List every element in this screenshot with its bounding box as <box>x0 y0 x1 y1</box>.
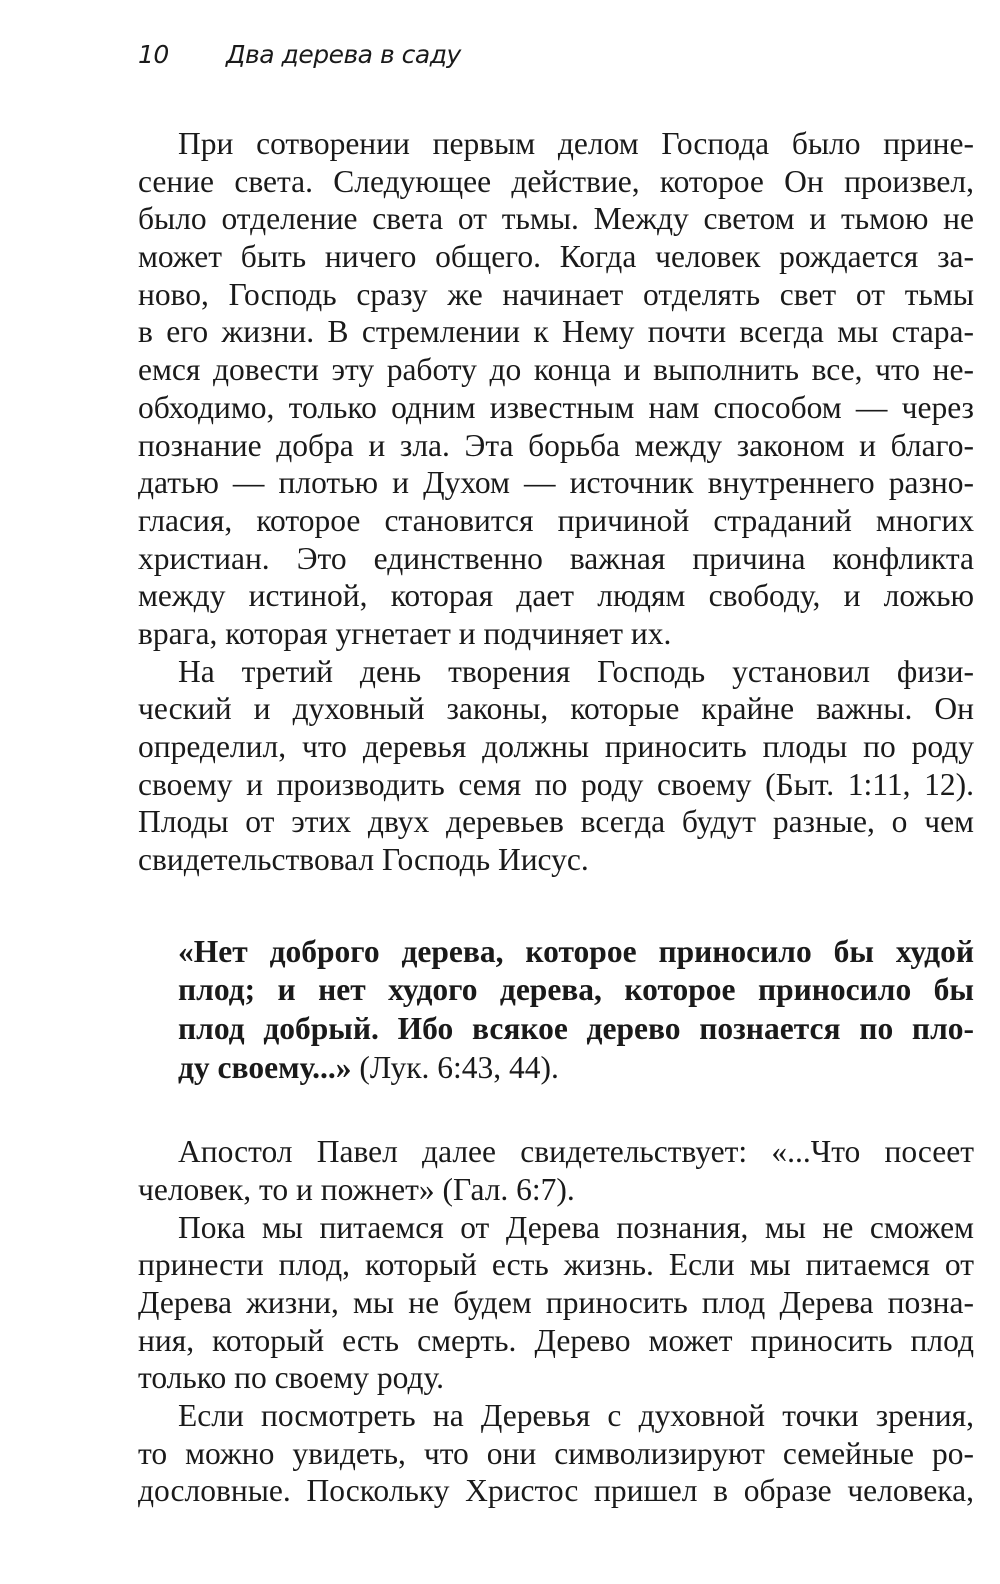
text-line: свидетельствовал Господь Иисус. <box>138 842 589 878</box>
quote-line: ду своему...» <box>178 1049 352 1085</box>
scripture-quote <box>138 933 974 1087</box>
paragraph <box>138 653 974 879</box>
text-line: Апостол Павел далее свидетельствует: «...Что посеет <box>178 1134 974 1170</box>
text-line: то можно увидеть, что они символизируют семейные ро- <box>138 1435 974 1471</box>
text-line: датью — плотью и Духом — источник внутреннего разно- <box>138 465 974 501</box>
text-line: дословные. Поскольку Христос пришел в образе человека, <box>138 1473 974 1509</box>
text-line: При сотворении первым делом Господа было прине- <box>178 126 974 161</box>
text-line: Если посмотреть на Деревья с духовной точки зрения, <box>178 1397 974 1433</box>
quote-line: «Нет доброго дерева, которое приносило бы худой <box>178 933 974 969</box>
text-line: человек, то и пожнет» (Гал. 6:7). <box>138 1171 575 1207</box>
paragraph <box>138 125 974 653</box>
paragraph <box>138 1133 974 1208</box>
text-line: Плоды от этих двух деревьев всегда будут разные, о чем <box>138 804 974 840</box>
text-line: своему и производить семя по роду своему (Быт. 1:11, 12). <box>138 766 974 802</box>
text-line: емся довести эту работу до конца и выполнить все, что не- <box>138 352 974 388</box>
text-line: определил, что деревья должны приносить плоды по роду <box>138 729 974 764</box>
text-line: было отделение света от тьмы. Между светом и тьмою не <box>138 201 974 237</box>
quote-line: плод добрый. Ибо всякое дерево познается по пло- <box>178 1010 974 1046</box>
text-line: ново, Господь сразу же начинает отделять свет от тьмы <box>138 276 974 312</box>
text-line: принести плод, который есть жизнь. Если мы питаемся от <box>138 1247 974 1283</box>
text-line: Дерева жизни, мы не будем приносить плод Дерева позна- <box>138 1284 974 1320</box>
text-line: Пока мы питаемся от Дерева познания, мы не сможем <box>178 1209 974 1245</box>
body-text <box>138 125 974 1510</box>
quote-last-line <box>178 1049 974 1088</box>
paragraph <box>138 1209 974 1397</box>
text-line: между истиной, которая дает людям свободу, и ложью <box>138 578 974 614</box>
text-line: врага, которая угнетает и подчиняет их. <box>138 615 672 651</box>
text-line: обходимо, только одним известным нам способом — через <box>138 389 974 425</box>
page-number: 10 <box>138 40 169 69</box>
text-line: христиан. Это единственно важная причина конфликта <box>138 540 974 576</box>
text-line: ния, который есть смерть. Дерево может приносить плод <box>138 1322 974 1358</box>
spacer <box>138 1087 974 1133</box>
paragraph <box>138 1397 974 1510</box>
spacer <box>138 879 974 933</box>
text-line: На третий день творения Господь установил физи- <box>178 653 974 689</box>
text-line: может быть ничего общего. Когда человек рождается за- <box>138 239 974 275</box>
quote-line: плод; и нет худого дерева, которое приносило бы <box>178 972 974 1008</box>
chapter-title: Два дерева в саду <box>226 40 461 69</box>
text-line: ческий и духовный законы, которые крайне важны. Он <box>138 691 974 727</box>
text-line: в его жизни. В стремлении к Нему почти всегда мы стара- <box>138 314 974 350</box>
text-line: познание добра и зла. Эта борьба между законом и благо- <box>138 427 974 463</box>
quote-reference: (Лук. 6:43, 44). <box>351 1049 559 1085</box>
text-line: гласия, которое становится причиной страданий многих <box>138 502 974 538</box>
running-head <box>138 40 461 69</box>
text-line: сение света. Следующее действие, которое Он произвел, <box>138 163 974 199</box>
text-line: только по своему роду. <box>138 1360 444 1396</box>
